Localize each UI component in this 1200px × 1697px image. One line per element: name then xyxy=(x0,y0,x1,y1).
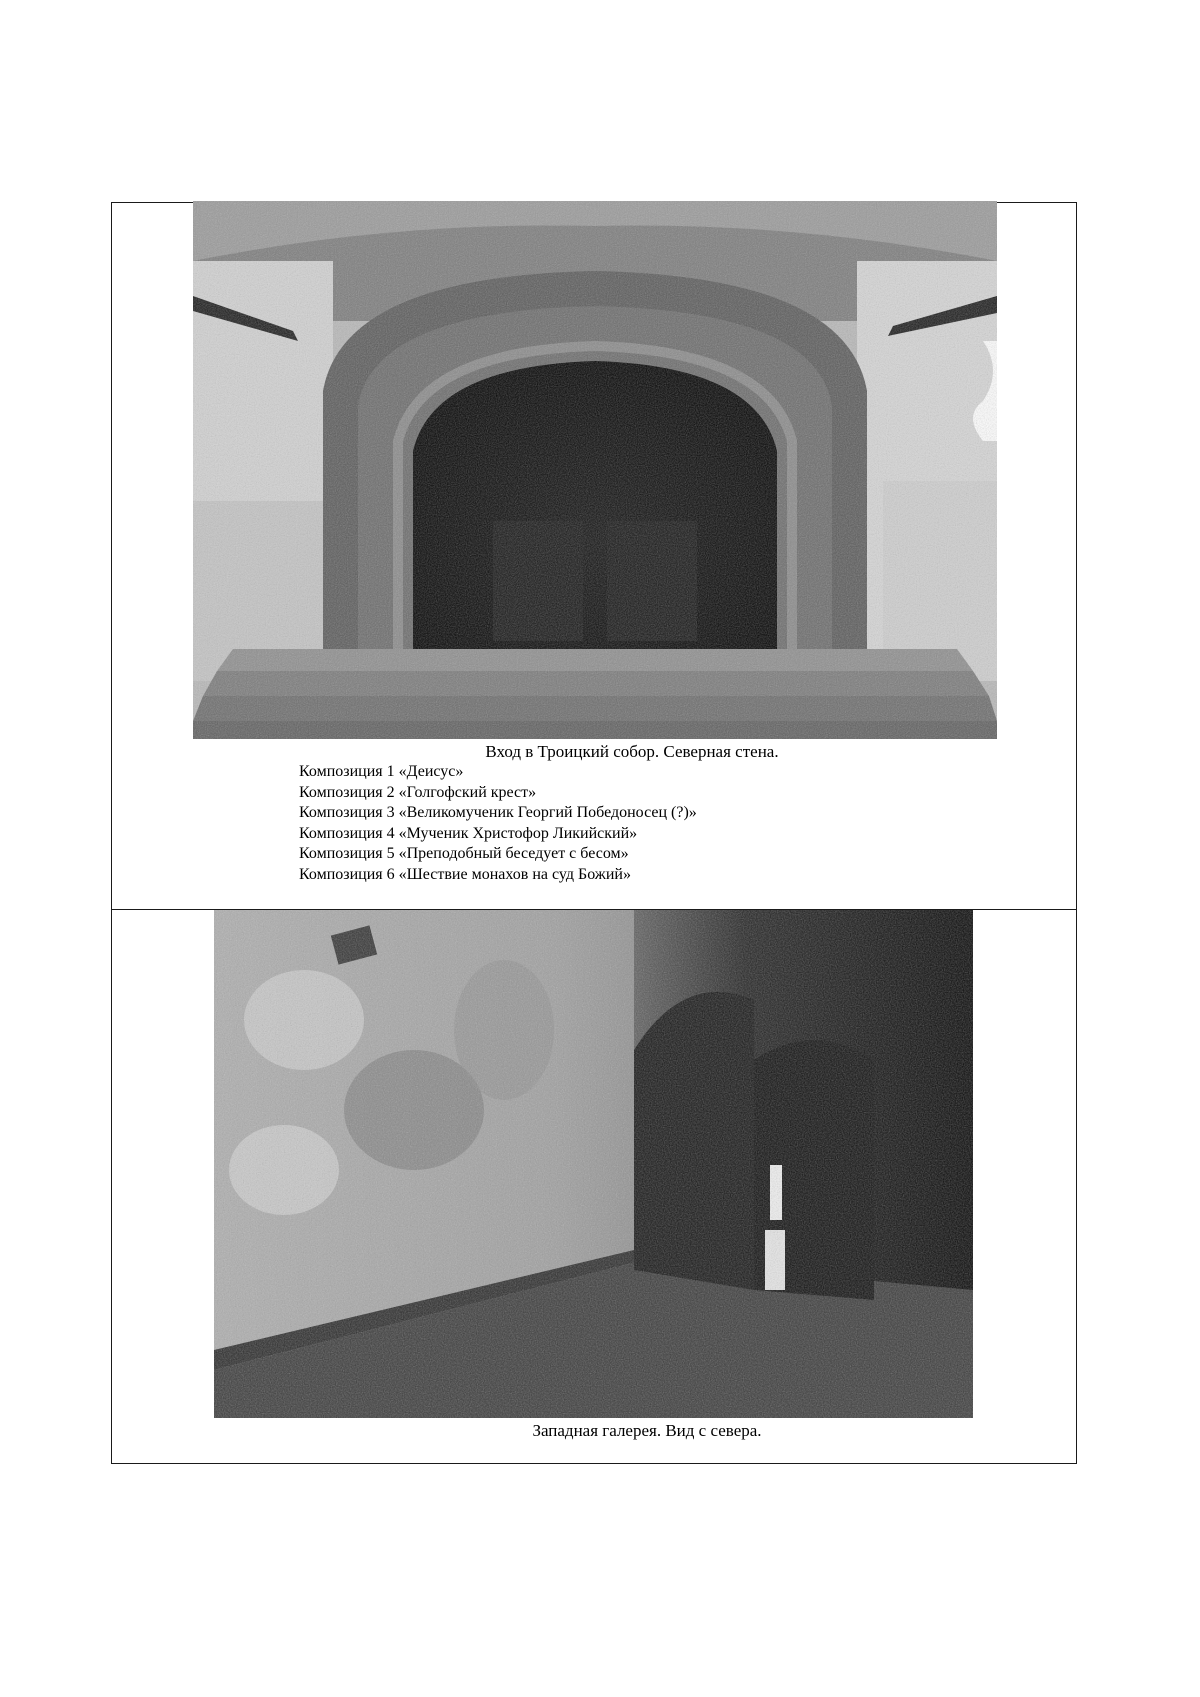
composition-item: Композиция 3 «Великомученик Георгий Победоносец (?)» xyxy=(299,804,697,821)
composition-item: Композиция 6 «Шествие монахов на суд Божий» xyxy=(299,865,631,883)
composition-item: Композиция 2 «Голгофский крест» xyxy=(299,783,537,801)
composition-item: Композиция 4 «Мученик Христофор Ликийский» xyxy=(299,824,638,842)
entrance-photo xyxy=(193,201,997,739)
entrance-photo-image xyxy=(193,201,997,739)
entrance-caption: Вход в Троицкий собор. Северная стена. xyxy=(485,742,779,761)
compositions-list xyxy=(299,762,697,885)
composition-item: Композиция 1 «Деисус» xyxy=(299,763,464,780)
composition-item: Композиция 5 «Преподобный беседует с бесом» xyxy=(299,845,629,862)
gallery-caption: Западная галерея. Вид с севера. xyxy=(532,1421,762,1440)
gallery-photo-image xyxy=(214,910,973,1418)
figure-frame xyxy=(111,202,1077,1464)
gallery-photo xyxy=(214,910,973,1418)
